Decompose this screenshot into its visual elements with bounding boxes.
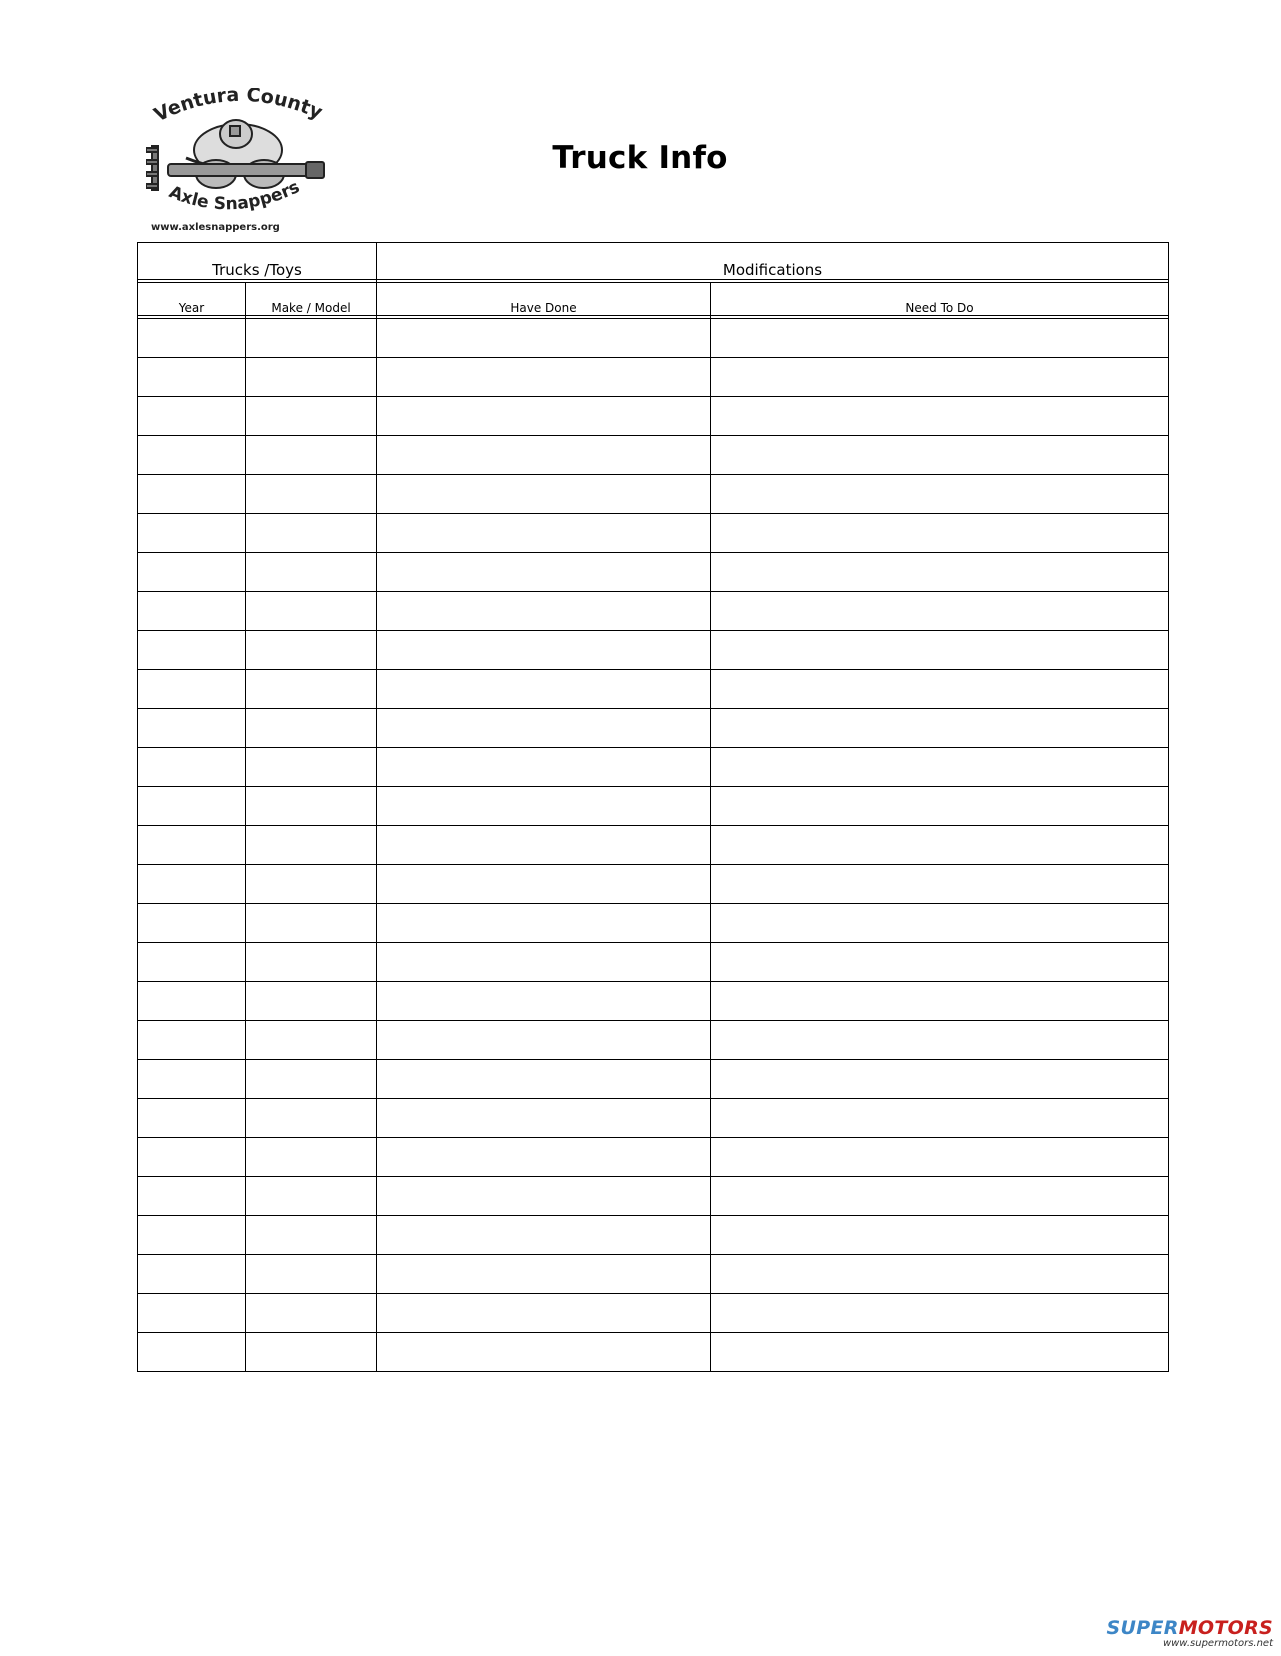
year-cell[interactable] xyxy=(138,1099,246,1138)
need-to-do-cell[interactable] xyxy=(711,1060,1169,1099)
need-to-do-cell[interactable] xyxy=(711,1177,1169,1216)
have-done-cell[interactable] xyxy=(377,1333,711,1372)
have-done-cell[interactable] xyxy=(377,1099,711,1138)
table-row xyxy=(138,1138,1169,1177)
year-cell[interactable] xyxy=(138,1294,246,1333)
have-done-cell[interactable] xyxy=(377,1294,711,1333)
logo-text-bottom: Axle Snappers xyxy=(166,177,303,215)
make-model-cell[interactable] xyxy=(246,1021,377,1060)
column-header-year: Year xyxy=(138,283,246,316)
have-done-cell[interactable] xyxy=(377,943,711,982)
table-row xyxy=(138,631,1169,670)
truck-info-table xyxy=(137,242,1169,1372)
year-cell[interactable] xyxy=(138,787,246,826)
year-cell[interactable] xyxy=(138,709,246,748)
make-model-cell[interactable] xyxy=(246,1060,377,1099)
have-done-cell[interactable] xyxy=(377,904,711,943)
have-done-cell[interactable] xyxy=(377,553,711,592)
table-row xyxy=(138,358,1169,397)
make-model-cell[interactable] xyxy=(246,787,377,826)
need-to-do-cell[interactable] xyxy=(711,358,1169,397)
year-cell[interactable] xyxy=(138,319,246,358)
make-model-cell[interactable] xyxy=(246,1177,377,1216)
make-model-cell[interactable] xyxy=(246,358,377,397)
watermark-url: www.supermotors.net xyxy=(1162,1638,1273,1649)
have-done-cell[interactable] xyxy=(377,1177,711,1216)
year-cell[interactable] xyxy=(138,865,246,904)
table-row xyxy=(138,670,1169,709)
have-done-cell[interactable] xyxy=(377,397,711,436)
table-row xyxy=(138,709,1169,748)
table-row xyxy=(138,1099,1169,1138)
club-logo-graphic xyxy=(146,88,346,236)
have-done-cell[interactable] xyxy=(377,787,711,826)
group-header-trucks-toys: Trucks /Toys xyxy=(138,243,377,280)
table-body xyxy=(138,319,1169,1372)
club-logo xyxy=(146,88,346,236)
have-done-cell[interactable] xyxy=(377,1021,711,1060)
make-model-cell[interactable] xyxy=(246,436,377,475)
group-header-modifications: Modifications xyxy=(377,243,1169,280)
need-to-do-cell[interactable] xyxy=(711,1099,1169,1138)
page-title: Truck Info xyxy=(552,140,728,176)
have-done-cell[interactable] xyxy=(377,826,711,865)
table-row xyxy=(138,943,1169,982)
year-cell[interactable] xyxy=(138,397,246,436)
year-cell[interactable] xyxy=(138,631,246,670)
table-row xyxy=(138,748,1169,787)
make-model-cell[interactable] xyxy=(246,631,377,670)
need-to-do-cell[interactable] xyxy=(711,475,1169,514)
make-model-cell[interactable] xyxy=(246,826,377,865)
need-to-do-cell[interactable] xyxy=(711,826,1169,865)
need-to-do-cell[interactable] xyxy=(711,1294,1169,1333)
need-to-do-cell[interactable] xyxy=(711,553,1169,592)
need-to-do-cell[interactable] xyxy=(711,904,1169,943)
need-to-do-cell[interactable] xyxy=(711,436,1169,475)
need-to-do-cell[interactable] xyxy=(711,1021,1169,1060)
have-done-cell[interactable] xyxy=(377,709,711,748)
watermark-brand-part1: SUPER xyxy=(1106,1617,1179,1639)
need-to-do-cell[interactable] xyxy=(711,748,1169,787)
table-row xyxy=(138,397,1169,436)
make-model-cell[interactable] xyxy=(246,1138,377,1177)
year-cell[interactable] xyxy=(138,943,246,982)
have-done-cell[interactable] xyxy=(377,1255,711,1294)
need-to-do-cell[interactable] xyxy=(711,943,1169,982)
year-cell[interactable] xyxy=(138,436,246,475)
year-cell[interactable] xyxy=(138,826,246,865)
make-model-cell[interactable] xyxy=(246,1216,377,1255)
have-done-cell[interactable] xyxy=(377,748,711,787)
have-done-cell[interactable] xyxy=(377,982,711,1021)
need-to-do-cell[interactable] xyxy=(711,514,1169,553)
year-cell[interactable] xyxy=(138,1255,246,1294)
make-model-cell[interactable] xyxy=(246,943,377,982)
table-row xyxy=(138,553,1169,592)
make-model-cell[interactable] xyxy=(246,397,377,436)
table-row xyxy=(138,1294,1169,1333)
table-row xyxy=(138,982,1169,1021)
make-model-cell[interactable] xyxy=(246,1255,377,1294)
need-to-do-cell[interactable] xyxy=(711,631,1169,670)
have-done-cell[interactable] xyxy=(377,1138,711,1177)
make-model-cell[interactable] xyxy=(246,904,377,943)
year-cell[interactable] xyxy=(138,748,246,787)
year-cell[interactable] xyxy=(138,553,246,592)
have-done-cell[interactable] xyxy=(377,865,711,904)
make-model-cell[interactable] xyxy=(246,475,377,514)
make-model-cell[interactable] xyxy=(246,1333,377,1372)
table-row xyxy=(138,826,1169,865)
need-to-do-cell[interactable] xyxy=(711,865,1169,904)
make-model-cell[interactable] xyxy=(246,553,377,592)
have-done-cell[interactable] xyxy=(377,319,711,358)
need-to-do-cell[interactable] xyxy=(711,319,1169,358)
make-model-cell[interactable] xyxy=(246,982,377,1021)
make-model-cell[interactable] xyxy=(246,748,377,787)
make-model-cell[interactable] xyxy=(246,592,377,631)
table-row xyxy=(138,787,1169,826)
need-to-do-cell[interactable] xyxy=(711,982,1169,1021)
table-row xyxy=(138,319,1169,358)
have-done-cell[interactable] xyxy=(377,670,711,709)
make-model-cell[interactable] xyxy=(246,514,377,553)
table-row xyxy=(138,1216,1169,1255)
year-cell[interactable] xyxy=(138,1333,246,1372)
have-done-cell[interactable] xyxy=(377,514,711,553)
have-done-cell[interactable] xyxy=(377,436,711,475)
table-row xyxy=(138,1333,1169,1372)
watermark-brand xyxy=(1087,1618,1273,1638)
need-to-do-cell[interactable] xyxy=(711,397,1169,436)
year-cell[interactable] xyxy=(138,1060,246,1099)
year-cell[interactable] xyxy=(138,1177,246,1216)
need-to-do-cell[interactable] xyxy=(711,670,1169,709)
table-row xyxy=(138,1021,1169,1060)
supermotors-watermark xyxy=(1087,1618,1273,1650)
have-done-cell[interactable] xyxy=(377,1060,711,1099)
year-cell[interactable] xyxy=(138,514,246,553)
watermark-brand-part2: MOTORS xyxy=(1178,1617,1273,1639)
year-cell[interactable] xyxy=(138,358,246,397)
year-cell[interactable] xyxy=(138,670,246,709)
make-model-cell[interactable] xyxy=(246,1099,377,1138)
make-model-cell[interactable] xyxy=(246,319,377,358)
have-done-cell[interactable] xyxy=(377,631,711,670)
make-model-cell[interactable] xyxy=(246,709,377,748)
year-cell[interactable] xyxy=(138,475,246,514)
have-done-cell[interactable] xyxy=(377,592,711,631)
table-row xyxy=(138,1060,1169,1099)
year-cell[interactable] xyxy=(138,592,246,631)
year-cell[interactable] xyxy=(138,1021,246,1060)
make-model-cell[interactable] xyxy=(246,865,377,904)
need-to-do-cell[interactable] xyxy=(711,1138,1169,1177)
table-row xyxy=(138,904,1169,943)
need-to-do-cell[interactable] xyxy=(711,1333,1169,1372)
column-header-need-to-do: Need To Do xyxy=(711,283,1169,316)
logo-text-top: Ventura County xyxy=(150,88,326,127)
table-row xyxy=(138,1255,1169,1294)
year-cell[interactable] xyxy=(138,982,246,1021)
table-row xyxy=(138,436,1169,475)
have-done-cell[interactable] xyxy=(377,1216,711,1255)
year-cell[interactable] xyxy=(138,1216,246,1255)
make-model-cell[interactable] xyxy=(246,1294,377,1333)
year-cell[interactable] xyxy=(138,904,246,943)
year-cell[interactable] xyxy=(138,1138,246,1177)
need-to-do-cell[interactable] xyxy=(711,1216,1169,1255)
need-to-do-cell[interactable] xyxy=(711,709,1169,748)
table-row xyxy=(138,514,1169,553)
need-to-do-cell[interactable] xyxy=(711,1255,1169,1294)
have-done-cell[interactable] xyxy=(377,475,711,514)
need-to-do-cell[interactable] xyxy=(711,787,1169,826)
table-row xyxy=(138,1177,1169,1216)
table-row xyxy=(138,865,1169,904)
table-row xyxy=(138,592,1169,631)
make-model-cell[interactable] xyxy=(246,670,377,709)
table-row xyxy=(138,475,1169,514)
logo-url: www.axlesnappers.org xyxy=(151,222,280,233)
have-done-cell[interactable] xyxy=(377,358,711,397)
need-to-do-cell[interactable] xyxy=(711,592,1169,631)
column-header-make-model: Make / Model xyxy=(246,283,377,316)
column-header-have-done: Have Done xyxy=(377,283,711,316)
